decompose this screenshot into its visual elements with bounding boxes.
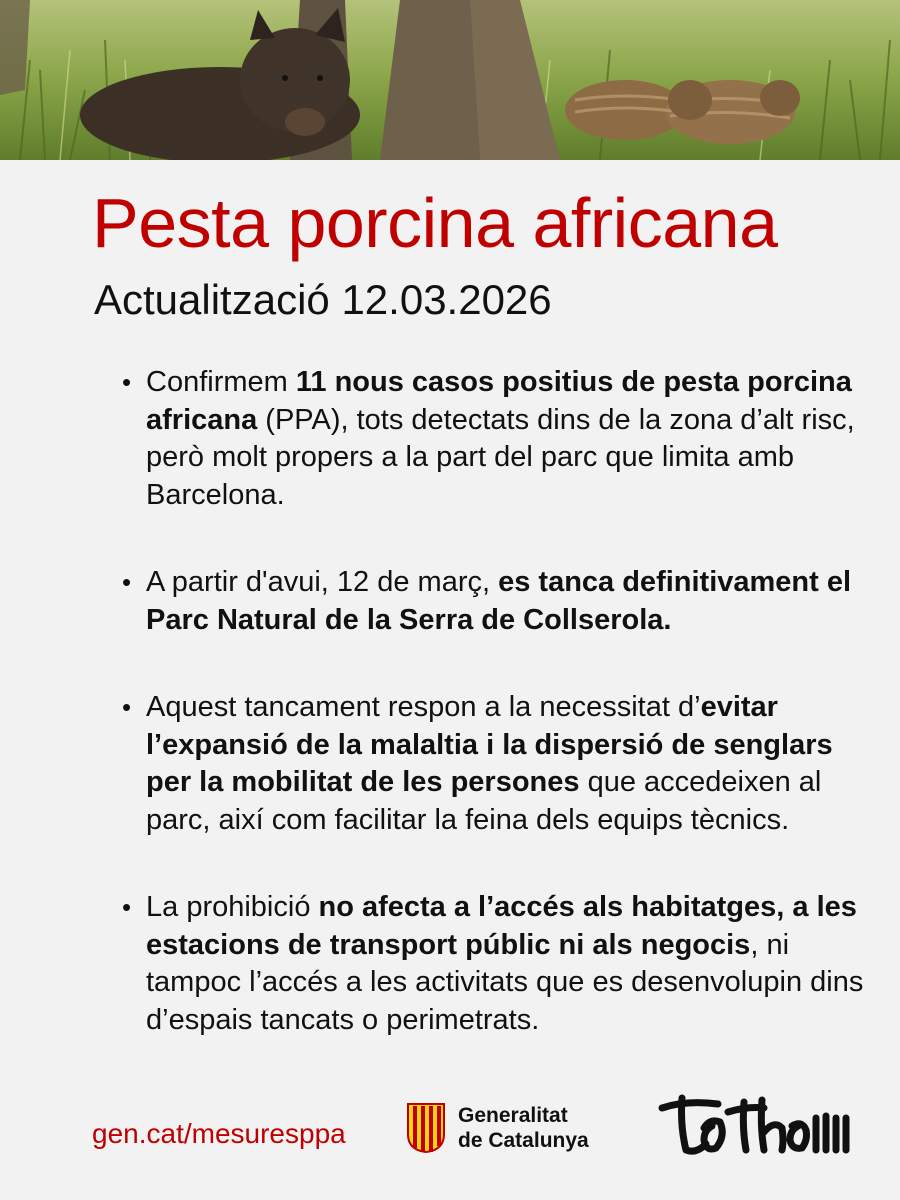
wild-boar-photo-icon: [0, 0, 900, 160]
tothom-brand-logo: [656, 1092, 852, 1160]
list-item: • Confirmem 11 nous casos positius de pesta porcina africana (PPA), tots detectats dins de la zona d’alt risc, però molt propers a la part del parc que limita amb Barcelona.: [146, 364, 866, 514]
list-item: • La prohibició no afecta a l’accés als habitatges, a les estacions de transport públic ni als negocis, ni tampoc l’accés a les activitats que es desenvolupin dins d’espais tancats o perimetrats.: [146, 889, 866, 1039]
list-item: • A partir d'avui, 12 de març, es tanca definitivament el Parc Natural de la Serra de Collserola.: [146, 564, 866, 639]
bullet-list: [146, 364, 866, 1089]
update-date: Actualització 12.03.2026: [94, 276, 552, 323]
page-title: Pesta porcina africana: [92, 184, 778, 262]
logo-line-2: de Catalunya: [458, 1129, 589, 1152]
catalan-shield-icon: [406, 1102, 446, 1154]
logo-line-1: Generalitat: [458, 1104, 568, 1127]
info-link[interactable]: gen.cat/mesuresppa: [92, 1118, 346, 1149]
list-item: • Aquest tancament respon a la necessitat d’evitar l’expansió de la malaltia i la dispersió de senglars per la mobilitat de les persones que accedeixen al parc, així com facilitar la feina dels equips tècnics.: [146, 689, 866, 839]
header-photo: [0, 0, 900, 160]
generalitat-logo: [406, 1100, 589, 1156]
